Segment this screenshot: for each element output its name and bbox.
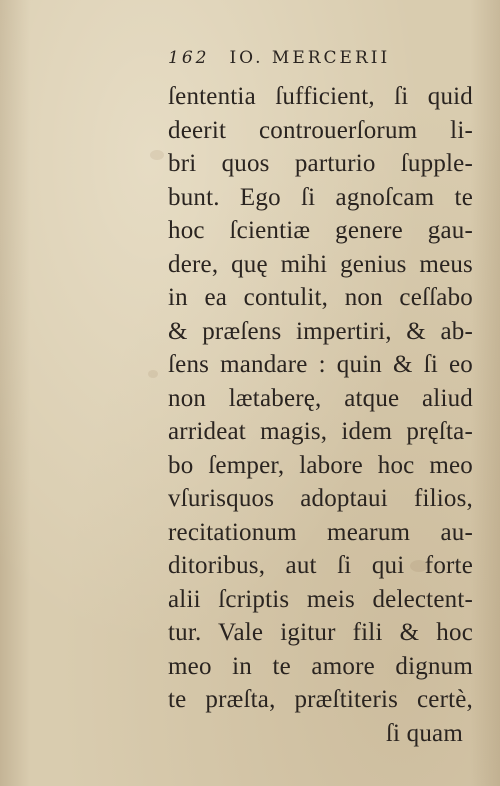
text-line: & præſens impertiri, & ab-: [168, 317, 473, 345]
text-line: bunt. Ego ſi agnoſcam te: [168, 183, 473, 211]
text-line: tur. Vale igitur fili & hoc: [168, 619, 473, 646]
text-line: ditoribus, aut ſi qui forte: [168, 552, 473, 579]
page-number: 162: [168, 48, 210, 68]
running-title: IO. MERCERII: [229, 48, 391, 68]
paper-stain: [150, 150, 164, 160]
text-line: dere, quę mihi genius meus: [168, 250, 473, 278]
text-line: ſententia ſufficient, ſi quid: [168, 83, 473, 110]
text-line: vſurisquos adoptaui filios,: [168, 485, 473, 512]
text-line: bri quos parturio ſupple-: [168, 150, 473, 177]
catchword-line: ſi quam: [385, 719, 463, 747]
text-line: non lætaberę, atque aliud: [168, 384, 473, 412]
text-line: ſens mandare : quin & ſi eo: [168, 351, 473, 378]
text-line: in ea contulit, non ceſſabo: [168, 284, 473, 311]
text-line: recitationum mearum au-: [168, 518, 473, 546]
text-line: arrideat magis, idem pręſta-: [168, 418, 473, 445]
text-line: hoc ſcientiæ genere gau-: [168, 217, 473, 244]
text-line: bo ſemper, labore hoc meo: [168, 451, 473, 479]
body-text: [168, 80, 473, 750]
text-line: meo in te amore dignum: [168, 652, 473, 680]
text-line: deerit controuerſorum li-: [168, 116, 473, 144]
paper-stain: [148, 370, 158, 378]
text-line: te præſta, præſtiteris certè,: [168, 686, 473, 713]
text-line: alii ſcriptis meis delectent-: [168, 585, 473, 613]
running-header: [168, 48, 468, 74]
